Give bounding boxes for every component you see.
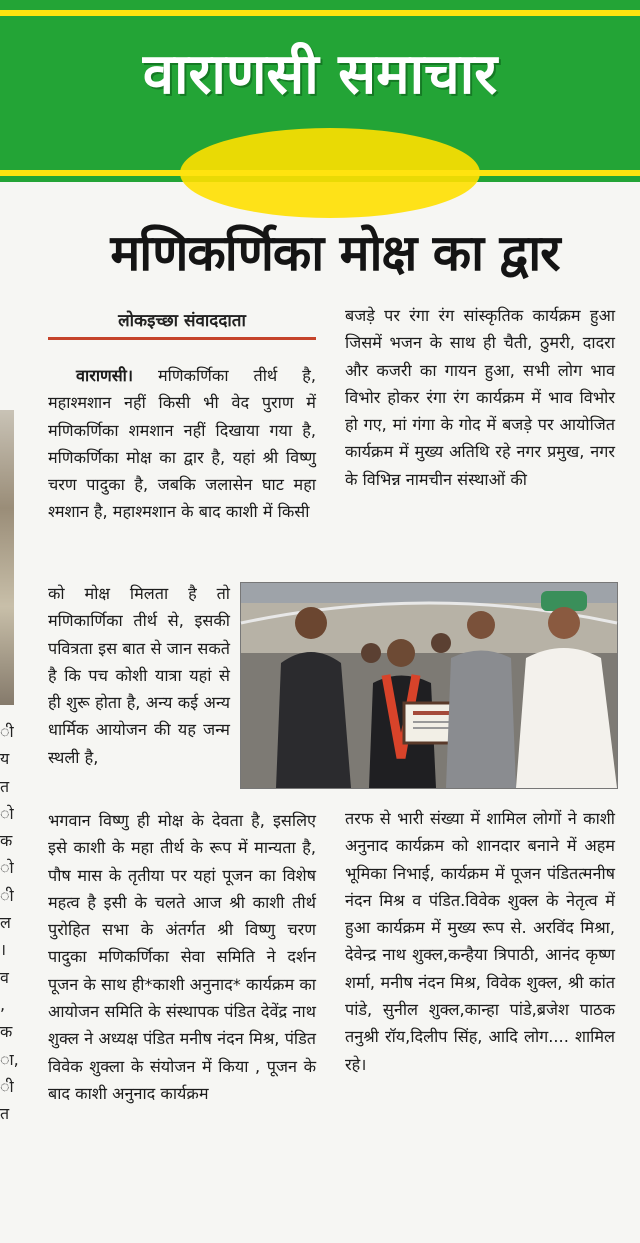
banner-top-stripe [0, 10, 640, 16]
article-text-1a: मणिकर्णिका तीर्थ है, महाश्मशान नहीं किसी भी वेद पुराण में मणिकर्णिका शमशान नहीं दिखाया गया है, मणिकर्णिका मोक्ष का द्वार है, यहां श्री विष्णु चरण पादुका है, जबकि जलासेन घाट महा श्मशान है, महाश्मशान के बाद काशी में किसी [48, 366, 316, 522]
banner-bottom-stripe [0, 170, 640, 176]
article-column-2-bottom [345, 805, 615, 1078]
masthead-title: वाराणसी समाचार [142, 42, 498, 107]
article-text-1c: भगवान विष्णु ही मोक्ष के देवता है, इसलिए इसे काशी के महा तीर्थ के रूप में मान्यता है, पौष मास के तृतीया पर यहां पूजन का विशेष महत्व है इसी के चलते आज श्री काशी तीर्थ पुरोहित सभा के अंतर्गत श्री विष्णु चरण पादुका मणिकर्णिका सेवा समिति ने दर्शन पूजन के साथ ही*काशी अनुनाद* कार्यक्रम का आयोजन समिति के संस्थापक पंडित देवेंद्र नाथ शुक्ल ने अध्यक्ष पंडित मनीष नंदन मिश्र, पंडित विवेक शुक्ला के संयोजन में किया , पूजन के बाद काशी अनुनाद कार्यक्रम [48, 811, 316, 1103]
adjacent-article-photo-edge [0, 410, 14, 705]
article-column-2-top [345, 302, 615, 493]
article-byline: लोकइच्छा संवाददाता [48, 308, 316, 340]
article-text-2a: बजड़े पर रंगा रंग सांस्कृतिक कार्यक्रम हुआ जिसमें भजन के साथ ही चैती, ठुमरी, दादरा और कजरी का गायन हुआ, सभी लोग भाव विभोर होकर रंगा रंग कार्यक्रम में भाव विभोर हो गए, मां गंगा के गोद में बजड़े पर आयोजित कार्यक्रम में मुख्य अतिथि रहे नगर प्रमुख, नगर के विभिन्न नामचीन संस्थाओं की [345, 306, 615, 489]
adjacent-article-text-edge: ी य त ो क ो ी ल । व , क ा, ी त [0, 722, 19, 1124]
article-text-1b: को मोक्ष मिलता है तो मणिकार्णिका तीर्थ से, इसकी पवित्रता इस बात से जान सकते है कि पच कोशी यात्रा यहां से ही शुरू होता है, अन्य कई अन्य धार्मिक आयोजन की यह जन्म स्थली है, [48, 584, 230, 767]
event-photo-illustration [241, 583, 617, 788]
article-column-1-mid [48, 580, 230, 771]
article-headline: मणिकर्णिका मोक्ष का द्वार [110, 224, 560, 282]
masthead-banner [0, 0, 640, 182]
article-column-1-bottom [48, 807, 316, 1107]
article-dateline: वाराणसी। [76, 366, 133, 385]
article-text-2b: तरफ से भारी संख्या में शामिल लोगों ने काशी अनुनाद कार्यक्रम को शानदार बनाने में अहम भूमिका निभाई, कार्यक्रम में पूजन पंडितत्मनीष नंदन मिश्र व पंडित.विवेक शुक्ल के नेतृत्व में हुआ कार्यक्रम में मुख्य रूप से. अरविंद मिश्रा, देवेन्द्र नाथ शुक्ल,कन्हैया त्रिपाठी, आनंद कृष्ण शर्मा, मनीष नंदन मिश्र, विवेक शुक्ल, श्री कांत पांडे, सुनील शुक्ल,कान्हा पांडे,ब्रजेश पाठक तनुश्री रॉय,दिलीप सिंह, आदि लोग.... शामिल रहे। [345, 809, 615, 1074]
event-photo [240, 582, 618, 789]
article-column-1-top [48, 362, 316, 526]
